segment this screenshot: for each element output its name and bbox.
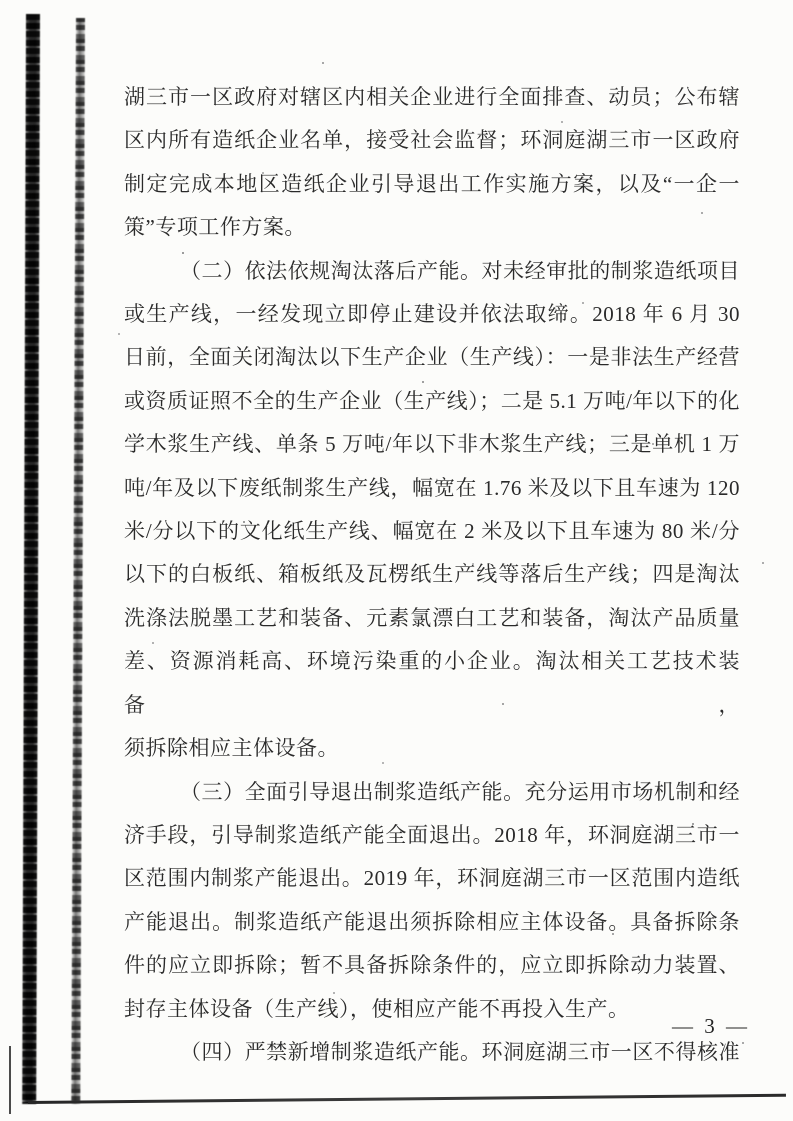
text-line: 件的应立即拆除；暂不具备拆除条件的，应立即拆除动力装置、 — [124, 953, 740, 978]
text-line: 洗涤法脱墨工艺和装备、元素氯漂白工艺和装备，淘汰产品质量 — [124, 605, 740, 630]
document-body — [124, 76, 740, 1074]
binding-shadow-strip-2 — [71, 18, 85, 1104]
text-line: 济手段，引导制浆造纸产能全面退出。2018 年，环洞庭湖三市一 — [124, 822, 740, 847]
text-line: 差、资源消耗高、环境污染重的小企业。淘汰相关工艺技术装备， — [124, 649, 740, 717]
binding-shadow-strip-1 — [22, 14, 40, 1104]
text-line: 湖三市一区政府对辖区内相关企业进行全面排查、动员；公布辖 — [124, 85, 740, 109]
page-bottom-edge-line — [28, 1094, 786, 1104]
text-line: 学木浆生产线、单条 5 万吨/年以下非木浆生产线；三是单机 1 万 — [124, 432, 740, 457]
text-line: 策”专项工作方案。 — [124, 215, 306, 240]
text-line: 米/分以下的文化纸生产线、幅宽在 2 米及以下且车速为 80 米/分 — [124, 519, 740, 544]
text-line: 区内所有造纸企业名单，接受社会监督；环洞庭湖三市一区政府 — [124, 128, 740, 153]
text-line: （四）严禁新增制浆造纸产能。环洞庭湖三市一区不得核准 — [180, 1039, 740, 1064]
text-line: 日前，全面关闭淘汰以下生产企业（生产线）：一是非法生产经营 — [124, 345, 740, 370]
text-line: （三）全面引导退出制浆造纸产能。充分运用市场机制和经 — [180, 779, 740, 804]
text-line: 区范围内制浆产能退出。2019 年，环洞庭湖三市一区范围内造纸 — [124, 866, 740, 891]
text-line: 或资质证照不全的生产企业（生产线）；二是 5.1 万吨/年以下的化 — [124, 388, 740, 413]
page-left-edge-line — [9, 1046, 11, 1114]
text-line: （二）依法依规淘汰落后产能。对未经审批的制浆造纸项目 — [180, 258, 740, 283]
scan-noise-speckles — [0, 0, 2, 2]
text-line: 吨/年及以下废纸制浆生产线，幅宽在 1.76 米及以下且车速为 120 — [124, 475, 740, 500]
text-line: 产能退出。制浆造纸产能退出须拆除相应主体设备。具备拆除条 — [124, 909, 740, 934]
text-line: 或生产线，一经发现立即停止建设并依法取缔。2018 年 6 月 30 — [124, 302, 740, 327]
page-number: — 3 — — [672, 1014, 750, 1038]
text-line: 封存主体设备（生产线），使相应产能不再投入生产。 — [124, 996, 630, 1021]
text-line: 制定完成本地区造纸企业引导退出工作实施方案，以及“一企一 — [124, 171, 740, 196]
text-line: 以下的白板纸、箱板纸及瓦楞纸生产线等落后生产线；四是淘汰 — [124, 562, 740, 587]
text-line: 须拆除相应主体设备。 — [124, 736, 339, 761]
